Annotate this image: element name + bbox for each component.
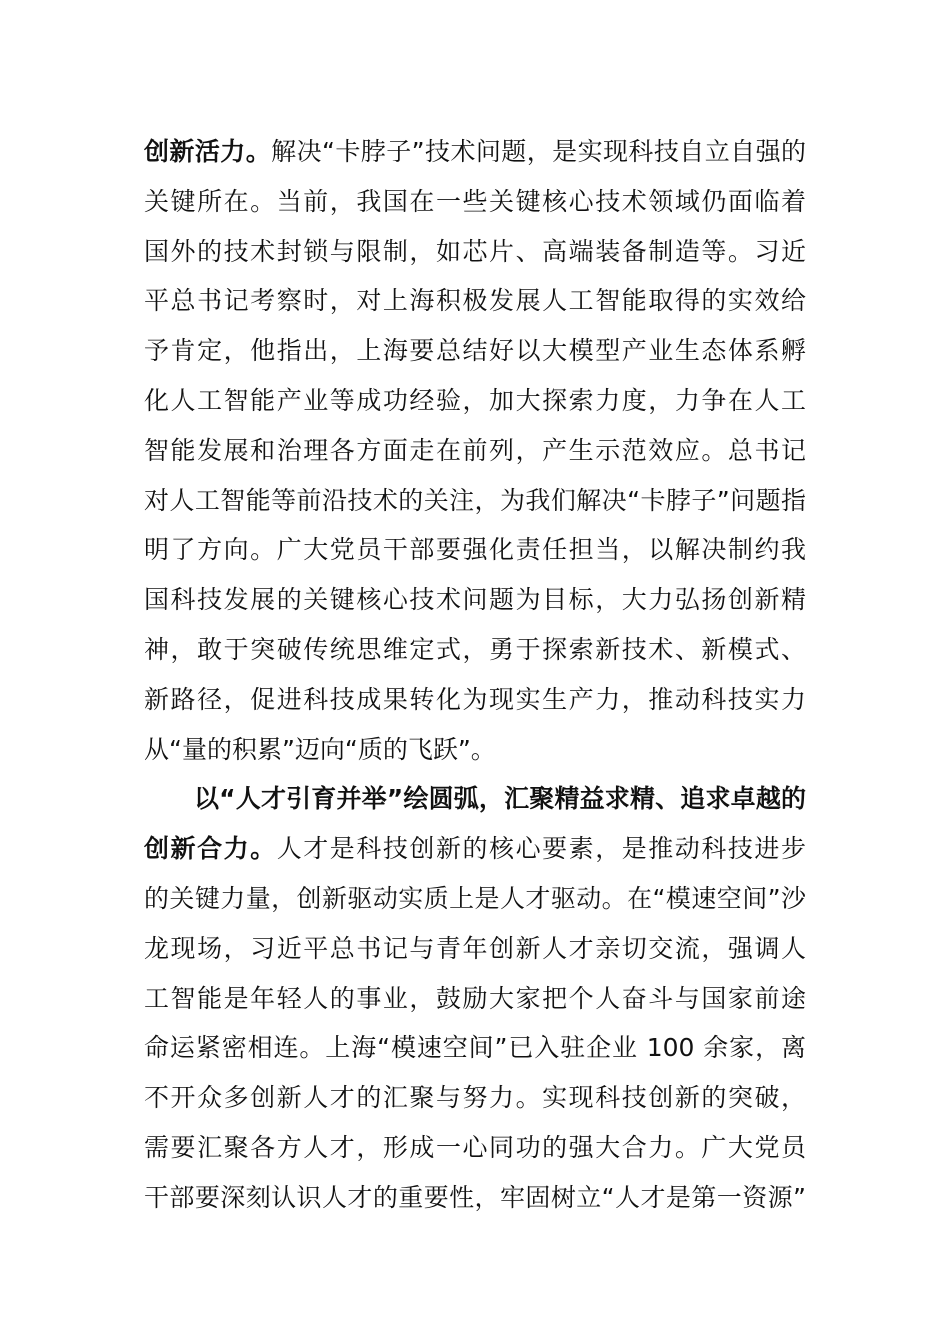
text-line bbox=[144, 1173, 806, 1223]
line-text: 命运紧密相连。上海“模速空间”已入驻企业 100 余家，离 bbox=[144, 1033, 806, 1063]
line-text: 关键所在。当前，我国在一些关键核心技术领域仍面临着 bbox=[144, 186, 806, 216]
line-text: 国外的技术封锁与限制，如芯片、高端装备制造等。习近 bbox=[144, 236, 806, 266]
line-text: 智能发展和治理各方面走在前列，产生示范效应。总书记 bbox=[144, 435, 806, 465]
line-text: 化人工智能产业等成功经验，加大探索力度，力争在人工 bbox=[144, 385, 806, 415]
text-line bbox=[144, 326, 806, 376]
text-line bbox=[144, 525, 806, 575]
text-line bbox=[144, 675, 806, 725]
bold-heading: 创新活力。 bbox=[144, 137, 272, 166]
line-text: 龙现场，习近平总书记与青年创新人才亲切交流，强调人 bbox=[144, 933, 806, 963]
line-text: 国科技发展的关键核心技术问题为目标，大力弘扬创新精 bbox=[144, 585, 806, 615]
text-line bbox=[144, 1123, 806, 1173]
bold-heading: 创新合力。 bbox=[144, 834, 277, 864]
line-text: 人才是科技创新的核心要素，是推动科技进步 bbox=[276, 834, 806, 864]
line-text: 神，敢于突破传统思维定式，勇于探索新技术、新模式、 bbox=[144, 634, 806, 664]
line-text: 平总书记考察时，对上海积极发展人工智能取得的实效给 bbox=[144, 286, 806, 316]
text-line bbox=[144, 177, 806, 227]
text-line bbox=[144, 924, 806, 974]
text-line bbox=[144, 824, 806, 874]
line-text: 的关键力量，创新驱动实质上是人才驱动。在“模速空间”沙 bbox=[144, 883, 806, 913]
line-text: 新路径，促进科技成果转化为现实生产力，推动科技实力 bbox=[144, 684, 806, 714]
line-text: 对人工智能等前沿技术的关注，为我们解决“卡脖子”问题指 bbox=[144, 485, 806, 515]
text-line bbox=[144, 376, 806, 426]
text-line bbox=[144, 426, 806, 476]
line-text: 予肯定，他指出，上海要总结好以大模型产业生态体系孵 bbox=[144, 336, 806, 366]
text-line bbox=[144, 476, 806, 526]
text-line bbox=[144, 625, 806, 675]
text-line bbox=[144, 1073, 806, 1123]
line-text: 工智能是年轻人的事业，鼓励大家把个人奋斗与国家前途 bbox=[144, 983, 806, 1013]
line-text: 干部要深刻认识人才的重要性，牢固树立“人才是第一资源” bbox=[144, 1182, 806, 1212]
line-text: 解决“卡脖子”技术问题，是实现科技自立自强的 bbox=[271, 137, 806, 166]
text-line bbox=[144, 127, 806, 177]
text-line bbox=[144, 725, 806, 775]
text-line bbox=[144, 874, 806, 924]
text-line bbox=[144, 1023, 806, 1073]
text-line bbox=[144, 227, 806, 277]
bold-heading: 以“人才引育并举”绘圆弧，汇聚精益求精、追求卓越的 bbox=[194, 784, 806, 814]
line-text: 不开众多创新人才的汇聚与努力。实现科技创新的突破， bbox=[144, 1083, 806, 1113]
document-body bbox=[144, 127, 806, 1223]
line-text: 需要汇聚各方人才，形成一心同功的强大合力。广大党员 bbox=[144, 1132, 806, 1162]
text-line bbox=[144, 774, 806, 824]
text-line bbox=[144, 276, 806, 326]
line-text: 从“量的积累”迈向“质的飞跃”。 bbox=[144, 734, 496, 764]
text-line bbox=[144, 974, 806, 1024]
text-line bbox=[144, 575, 806, 625]
line-text: 明了方向。广大党员干部要强化责任担当，以解决制约我 bbox=[144, 535, 806, 565]
